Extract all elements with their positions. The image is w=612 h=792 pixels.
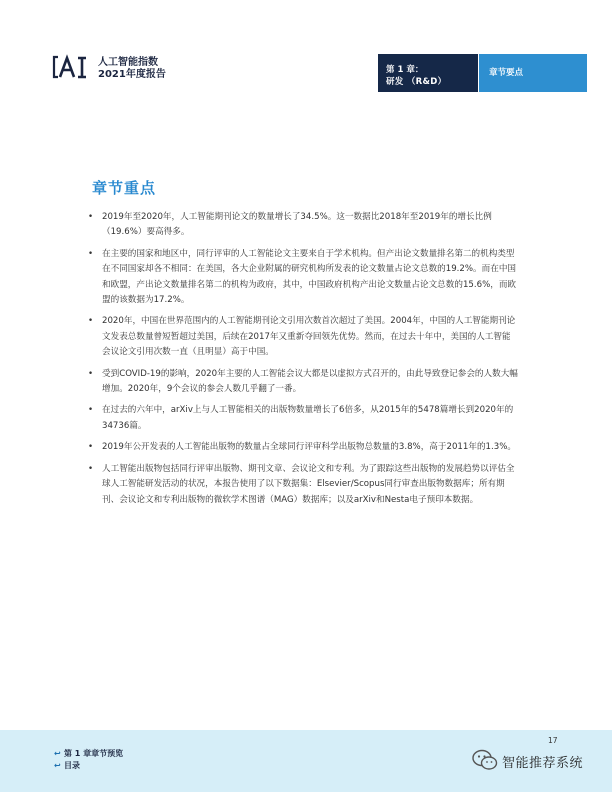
report-title-line1: 人工智能指数 — [98, 57, 158, 68]
tab-chapter-highlights-label: 章节要点 — [489, 68, 524, 78]
return-arrow-icon: ↩ — [54, 749, 61, 758]
chapter-label[interactable] — [378, 54, 478, 92]
ai-index-logo — [52, 54, 92, 80]
chapter-name: 研发 （R&D） — [386, 77, 447, 87]
table-of-contents-link[interactable] — [54, 760, 80, 771]
chapter-preview-link[interactable] — [54, 748, 123, 759]
section-heading: 章节重点 — [92, 179, 157, 197]
report-title — [98, 57, 166, 81]
return-arrow-icon: ↩ — [54, 761, 61, 770]
watermark-text: 智能推荐系统 — [502, 756, 584, 771]
highlights-list — [88, 210, 518, 514]
list-item: • 在主要的国家和地区中，同行评审的人工智能论文主要来自于学术机构。但产出论文数量排名第二的机构类型在不同国家却各不相同：在美国，各大企业附属的研究机构所发表的论文数量占论文总数的19.2%。而在中国和欧盟，产出论文数量排名第二的机构为政府，其中，中国政府机构产出论文数量占论文总数的15.6%，而欧盟的该数据为17.2%。 — [88, 247, 518, 309]
list-item: • 2019年至2020年，人工智能期刊论文的数量增长了34.5%。这一数据比2018年至2019年的增长比例（19.6%）要高得多。 — [88, 210, 518, 241]
wechat-icon — [472, 749, 498, 771]
tab-chapter-highlights[interactable] — [479, 54, 587, 92]
report-title-line2: 2021年度报告 — [98, 69, 166, 80]
list-item: • 在过去的六年中，arXiv上与人工智能相关的出版物数量增长了6倍多，从2015年的5478篇增长到2020年的34736篇。 — [88, 403, 518, 434]
page-header — [0, 0, 612, 92]
list-item: • 受到COVID-19的影响，2020年主要的人工智能会议大都是以虚拟方式召开的，由此导致登记参会的人数大幅增加。2020年，9个会议的参会人数几乎翻了一番。 — [88, 367, 518, 398]
list-item: • 2020年，中国在世界范围内的人工智能期刊论文引用次数首次超过了美国。2004年，中国的人工智能期刊论文发表总数量曾短暂超过美国，后续在2017年又重新夺回领先优势。然而，在过去十年中，美国的人工智能会议论文引用次数一直（且明显）高于中国。 — [88, 314, 518, 360]
page-number: 17 — [548, 736, 558, 745]
page-footer — [0, 730, 612, 792]
chapter-preview-link-label: 第 1 章章节预览 — [64, 749, 124, 758]
list-item: • 人工智能出版物包括同行评审出版物、期刊文章、会议论文和专利。为了跟踪这些出版物的发展趋势以评估全球人工智能研发活动的状况，本报告使用了以下数据集：Elsevier/Scopus同行审查出版物数据库；所有期刊、会议论文和专利出版物的微软学术图谱（MAG）数据库；以及arXiv和Nesta电子预印本数据。 — [88, 462, 518, 508]
chapter-number: 第 1 章： — [386, 65, 424, 75]
table-of-contents-link-label: 目录 — [64, 761, 80, 770]
list-item: • 2019年公开发表的人工智能出版物的数量占全球同行评审科学出版物总数量的3.8%，高于2011年的1.3%。 — [88, 440, 518, 455]
